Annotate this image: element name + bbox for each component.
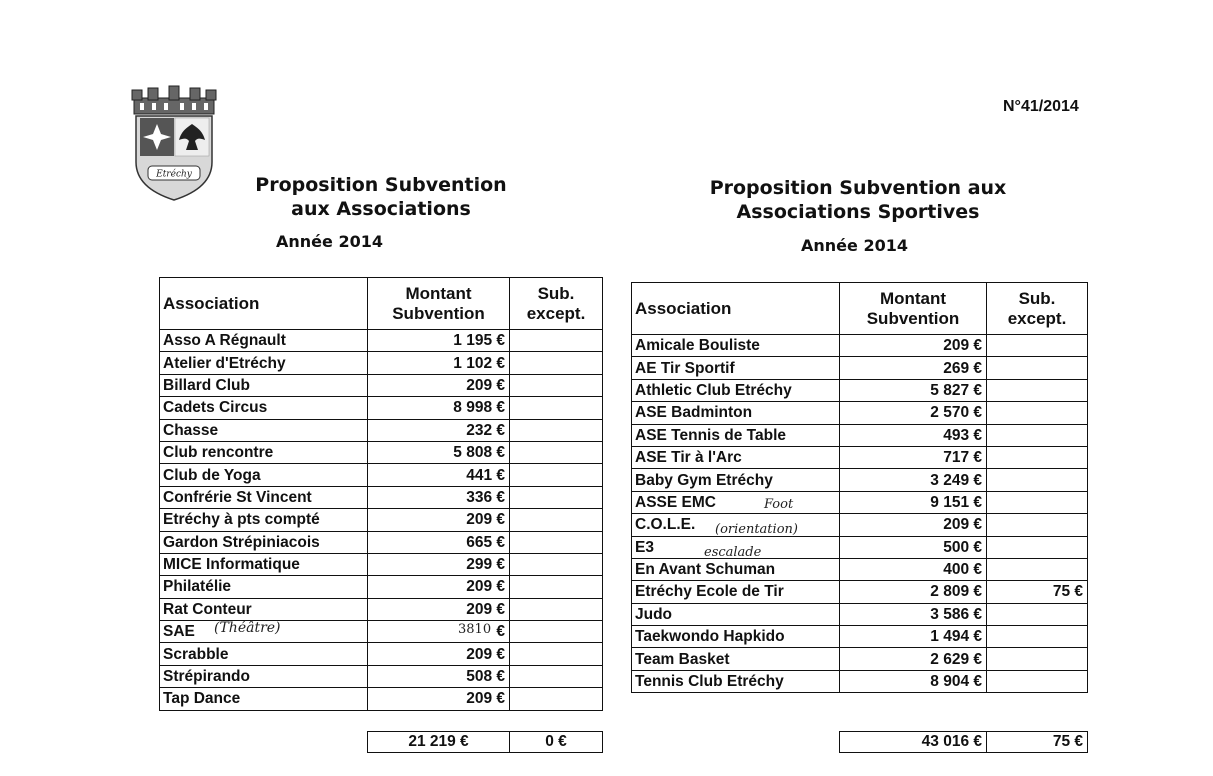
association-cell: MICE Informatique [160, 553, 368, 575]
right-total-exceptional: 75 € [987, 732, 1088, 753]
table-row [160, 464, 603, 486]
amount-cell: 336 € [368, 486, 510, 508]
amount-cell: 400 € [840, 558, 987, 580]
exceptional-cell [510, 374, 603, 396]
amount-cell: 299 € [368, 553, 510, 575]
exceptional-cell [510, 419, 603, 441]
association-cell: ASE Badminton [632, 402, 840, 424]
exceptional-cell [987, 626, 1088, 648]
association-cell: Etréchy Ecole de Tir [632, 581, 840, 603]
association-cell: Tap Dance [160, 688, 368, 710]
right-title [683, 176, 1033, 224]
association-cell: Confrérie St Vincent [160, 486, 368, 508]
right-title-line2: Associations Sportives [736, 201, 980, 223]
amount-cell: 2 629 € [840, 648, 987, 670]
association-cell: C.O.L.E. [632, 514, 840, 536]
association-cell: Baby Gym Etréchy [632, 469, 840, 491]
header-amount: Montant Subvention [368, 278, 510, 330]
association-cell: Tennis Club Etréchy [632, 670, 840, 692]
association-cell: AE Tir Sportif [632, 357, 840, 379]
association-cell: Strépirando [160, 665, 368, 687]
table-row [160, 509, 603, 531]
exceptional-cell [987, 648, 1088, 670]
exceptional-cell [987, 402, 1088, 424]
amount-cell: 717 € [840, 446, 987, 468]
amount-cell: 209 € [368, 688, 510, 710]
amount-cell: 1 494 € [840, 626, 987, 648]
association-cell: Asso A Régnault [160, 330, 368, 352]
handwritten-asse-note: Foot [764, 497, 794, 512]
table-row [632, 491, 1088, 513]
association-cell: Judo [632, 603, 840, 625]
amount-cell: 209 € [368, 576, 510, 598]
exceptional-cell [987, 603, 1088, 625]
association-cell: ASE Tennis de Table [632, 424, 840, 446]
association-cell: ASE Tir à l'Arc [632, 446, 840, 468]
exceptional-cell [510, 576, 603, 598]
right-subsidy-table [631, 282, 1088, 693]
exceptional-cell [510, 509, 603, 531]
exceptional-cell [510, 486, 603, 508]
left-subsidy-table [159, 277, 603, 711]
table-row [160, 397, 603, 419]
association-cell: Billard Club [160, 374, 368, 396]
amount-cell: 5 808 € [368, 441, 510, 463]
amount-cell: 8 904 € [840, 670, 987, 692]
amount-cell: 508 € [368, 665, 510, 687]
exceptional-cell [510, 665, 603, 687]
amount-cell: 232 € [368, 419, 510, 441]
association-cell: SAE [160, 621, 368, 643]
table-row [160, 665, 603, 687]
association-cell: Chasse [160, 419, 368, 441]
document-number: N°41/2014 [1003, 98, 1079, 115]
exceptional-cell [510, 531, 603, 553]
amount-cell: 269 € [840, 357, 987, 379]
exceptional-cell [510, 441, 603, 463]
amount-cell: 3 586 € [840, 603, 987, 625]
left-totals [367, 731, 603, 753]
table-row [632, 379, 1088, 401]
association-cell: En Avant Schuman [632, 558, 840, 580]
right-total-amount: 43 016 € [840, 732, 987, 753]
amount-cell: 1 102 € [368, 352, 510, 374]
exceptional-cell [987, 536, 1088, 558]
table-row [160, 576, 603, 598]
table-row [160, 688, 603, 710]
association-cell: E3 [632, 536, 840, 558]
amount-cell: 665 € [368, 531, 510, 553]
table-row [160, 486, 603, 508]
handwritten-sae-amount: 3810 [458, 622, 492, 637]
exceptional-cell [987, 424, 1088, 446]
exceptional-cell [510, 688, 603, 710]
table-row [632, 581, 1088, 603]
association-cell: Philatélie [160, 576, 368, 598]
exceptional-cell [987, 379, 1088, 401]
left-title-line1: Proposition Subvention [255, 174, 507, 196]
table-row [632, 446, 1088, 468]
exceptional-cell [510, 553, 603, 575]
table-row [160, 419, 603, 441]
exceptional-cell [510, 643, 603, 665]
association-cell: Rat Conteur [160, 598, 368, 620]
town-crest-logo [126, 84, 222, 204]
amount-cell: 209 € [840, 335, 987, 357]
header-amount: Montant Subvention [840, 283, 987, 335]
association-cell: Club rencontre [160, 441, 368, 463]
amount-cell: 209 € [368, 509, 510, 531]
exceptional-cell [510, 330, 603, 352]
amount-cell: 1 195 € [368, 330, 510, 352]
table-row [160, 352, 603, 374]
association-cell: Etréchy à pts compté [160, 509, 368, 531]
header-association: Association [632, 283, 840, 335]
exceptional-cell [510, 621, 603, 643]
left-year: Année 2014 [276, 232, 383, 251]
left-total-exceptional: 0 € [510, 732, 603, 753]
exceptional-cell [987, 357, 1088, 379]
table-row [160, 441, 603, 463]
table-row [160, 643, 603, 665]
left-total-amount: 21 219 € [368, 732, 510, 753]
association-cell: Amicale Bouliste [632, 335, 840, 357]
table-row [632, 335, 1088, 357]
table-row [632, 603, 1088, 625]
table-row [160, 598, 603, 620]
amount-cell: 8 998 € [368, 397, 510, 419]
association-cell: Gardon Strépiniacois [160, 531, 368, 553]
amount-cell: 209 € [840, 514, 987, 536]
exceptional-cell [987, 514, 1088, 536]
table-row [632, 424, 1088, 446]
table-row [632, 648, 1088, 670]
exceptional-cell [987, 491, 1088, 513]
exceptional-cell [510, 397, 603, 419]
association-cell: Club de Yoga [160, 464, 368, 486]
association-cell: Team Basket [632, 648, 840, 670]
exceptional-cell [987, 469, 1088, 491]
exceptional-cell [987, 335, 1088, 357]
amount-cell: 209 € [368, 643, 510, 665]
exceptional-cell [510, 352, 603, 374]
amount-cell: € [368, 621, 510, 643]
amount-cell: 2 809 € [840, 581, 987, 603]
table-row [160, 531, 603, 553]
left-title-line2: aux Associations [291, 198, 471, 220]
table-row [632, 357, 1088, 379]
association-cell: Atelier d'Etréchy [160, 352, 368, 374]
table-row [632, 402, 1088, 424]
table-row [632, 558, 1088, 580]
left-title [226, 173, 536, 221]
amount-cell: 500 € [840, 536, 987, 558]
amount-cell: 209 € [368, 598, 510, 620]
handwritten-cole-note: (orientation) [715, 522, 798, 537]
exceptional-cell [510, 464, 603, 486]
association-cell: Scrabble [160, 643, 368, 665]
table-row [632, 626, 1088, 648]
table-row [632, 514, 1088, 536]
table-row [632, 670, 1088, 692]
exceptional-cell [987, 670, 1088, 692]
table-row [160, 330, 603, 352]
amount-cell: 441 € [368, 464, 510, 486]
table-row [160, 553, 603, 575]
exceptional-cell [510, 598, 603, 620]
right-title-line1: Proposition Subvention aux [709, 177, 1007, 199]
table-row [632, 536, 1088, 558]
header-exceptional: Sub. except. [987, 283, 1088, 335]
header-exceptional: Sub. except. [510, 278, 603, 330]
right-year: Année 2014 [801, 236, 908, 255]
table-row [632, 469, 1088, 491]
amount-cell: 5 827 € [840, 379, 987, 401]
amount-cell: 209 € [368, 374, 510, 396]
crest-ribbon-text: Etréchy [156, 169, 192, 180]
table-row [160, 374, 603, 396]
association-cell: ASSE EMC [632, 491, 840, 513]
amount-cell: 9 151 € [840, 491, 987, 513]
header-association: Association [160, 278, 368, 330]
exceptional-cell: 75 € [987, 581, 1088, 603]
amount-cell: 493 € [840, 424, 987, 446]
association-cell: Athletic Club Etréchy [632, 379, 840, 401]
association-cell: Cadets Circus [160, 397, 368, 419]
amount-cell: 3 249 € [840, 469, 987, 491]
handwritten-sae-note: (Théâtre) [214, 620, 281, 636]
amount-cell: 2 570 € [840, 402, 987, 424]
exceptional-cell [987, 558, 1088, 580]
right-totals [839, 731, 1088, 753]
exceptional-cell [987, 446, 1088, 468]
handwritten-e3-note: escalade [704, 545, 762, 560]
association-cell: Taekwondo Hapkido [632, 626, 840, 648]
